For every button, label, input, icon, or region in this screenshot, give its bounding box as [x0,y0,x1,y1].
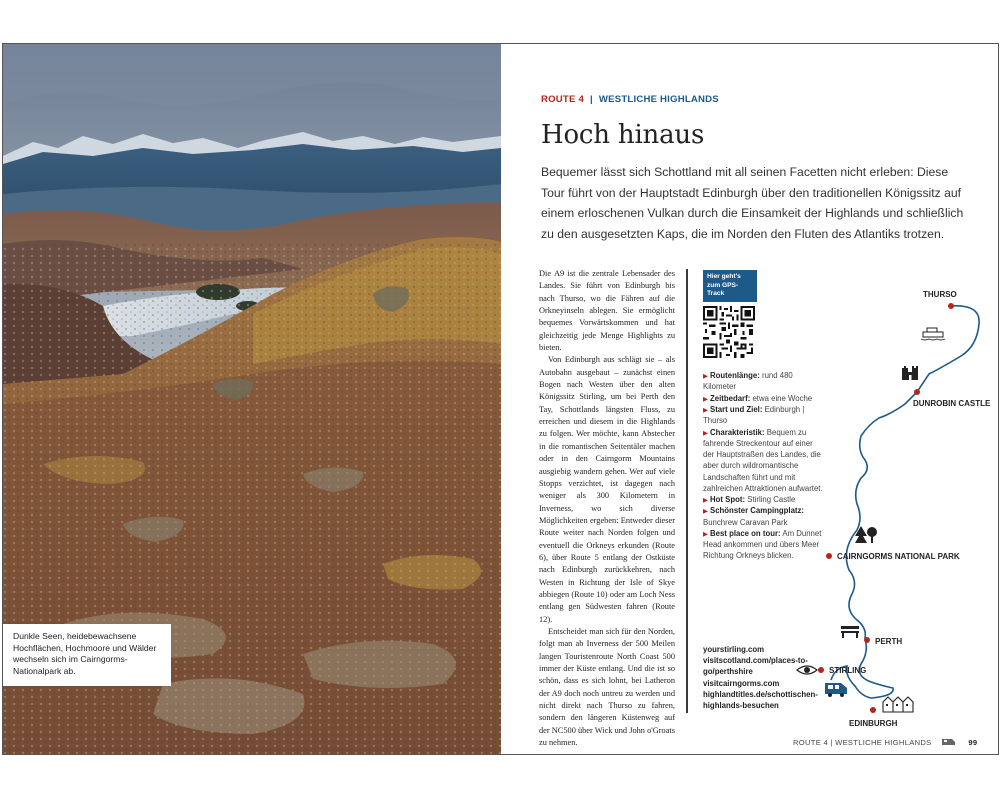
body-text [539,268,675,749]
ferry-icon [921,328,945,340]
gps-box[interactable] [703,270,757,363]
landscape-photo [3,44,501,754]
link-highlandtitles[interactable]: highlandtitles.de/schottischen-highlands-besuchen [703,689,818,711]
lead-paragraph: Bequemer lässt sich Schottland mit all seinen Facetten nicht erleben: Diese Tour führt von der Hauptstadt Edinburgh über den traditionellen Königssitz auf einem erloschenen Vulkan durch die Einsamkeit der Highlands und schließlich zu den ausgesetzten Kaps, die im Norden den Fluten des Atlantiks trotzen. [541,165,964,242]
townhouses-icon [883,697,913,712]
fact-item: ▶ Start und Ziel: Edinburgh | Thurso [703,404,805,426]
fact-item: ▶ Routenlänge: rund 480 Kilometer [703,371,793,392]
route-line [831,306,979,698]
route-kicker [541,94,719,105]
footer-section: ROUTE 4 | WESTLICHE HIGHLANDS [793,738,932,747]
map-label-thurso: THURSO [923,290,957,299]
triangle-bullet-icon: ▶ [703,395,708,403]
campervan-icon [825,683,847,697]
fact-item: ▶ Zeitbedarf: etwa eine Woche [703,393,813,403]
fact-item: ▶ Hot Spot: Stirling Castle [703,494,796,504]
triangle-bullet-icon: ▶ [703,429,708,437]
thurso-marker [948,303,954,309]
fact-item: ▶ Schönster Campingplatz: Bunchrew Caravan Park [703,506,805,527]
page-title: Hoch hinaus [541,120,705,150]
body-paragraph: Entscheidet man sich für den Norden, folgt man ab Inverness der 500 Meilen langen Touristenroute North Coast 500 immer der Küste entlang. Und die ist so schön, dass es sich lohnt, bei Latheron der A9 doch noch untreu zu werden und nicht direkt nach Thurso zu fahren, sondern den längeren Küstenweg auf der NC500 über Wick und John o'Groats zu nehmen. [539,626,675,748]
qr-code-icon[interactable] [703,306,755,358]
map-label-perth: PERTH [875,637,903,646]
triangle-bullet-icon: ▶ [703,508,708,516]
route-facts [703,370,823,562]
cairngorms-marker [826,553,832,559]
book-spread [2,43,999,755]
map-label-cairngorms: CAIRNGORMS NATIONAL PARK [837,552,960,561]
edinburgh-marker [870,707,876,713]
fact-item: ▶ Charakteristik: Bequem zu fahrende Streckentour auf einer der Hauptstraßen des Landes, die aber durch wildromantische Landschaften führt und mit zahlreichen Attraktionen aufwartet. [703,427,823,493]
article-page [501,44,998,754]
map-label-stirling: STIRLING [829,666,867,675]
stirling-marker [818,667,824,673]
body-paragraph: Von Edinburgh aus schlägt sie – als Autobahn ausgebaut – zunächst einen Bogen nach Westen über den alten Königssitz Stirling, um bei Perth den Tay, Schottlands längsten Fluss, zu erreichen und diesem in die Highlands zu folgen. Wer möchte, kann Abstecher in die romantischen Seitentäler machen oder in den Cairngorm Mountains ausgiebig wandern gehen. Wer auf viele Stopps verzichtet, ist dagegen nach weniger als 300 Kilometern in Inverness, wo sich diverse Möglichkeiten ergeben: Entweder dieser Route weiter nach Norden folgen und eventuell die Orkneys erkunden (Route 6), über Route 5 entlang der Ostküste nach Edinburgh zurückkehren, nach Westen in Richtung der Isle of Skye abbiegen (Route 10) oder am Loch Ness entlang gen Südwesten fahren (Route 12). [539,355,675,624]
page-number: 99 [968,738,978,747]
map-label-dunrobin: DUNROBIN CASTLE [913,399,991,408]
bench-icon [841,626,859,638]
triangle-bullet-icon: ▶ [703,406,708,414]
castle-icon [902,366,918,380]
footer-campervan-icon [942,738,956,748]
kicker-separator: | [589,94,593,105]
photo-caption: Dunkle Seen, heidebewachsene Hochflächen, Hochmoore und Wälder wechseln sich im Cairngorms-Nationalpark ab. [3,624,171,686]
page-footer [793,738,977,748]
dunrobin-castle-marker [914,389,920,395]
triangle-bullet-icon: ▶ [703,373,708,380]
body-paragraph: Die A9 ist die zentrale Lebensader des Landes. Sie führt von Edinburgh bis nach Thurso, wo die Fähren auf die Orkneyinseln ablegen. Sie ermöglicht bequemes Vorwärtskommen und hat gleichzeitig jede Menge Highlights zu bieten. [539,269,675,353]
gps-label: Hier geht's zum GPS-Track [703,270,757,302]
link-yourstirling[interactable]: yourstirling.com [703,645,765,654]
info-divider [686,269,688,713]
route-map [821,264,998,728]
link-visitcairngorms[interactable]: visitcairngorms.com [703,678,780,688]
link-visitscotland[interactable]: visitscotland.com/places-to-go/perthshire [703,656,808,677]
fact-item: ▶ Best place on tour: Am Dunnet Head ankommen und übers Meer Richtung Orkneys blicken. [703,528,822,561]
route-number: ROUTE 4 [541,94,584,105]
triangle-bullet-icon: ▶ [703,530,708,538]
map-label-edinburgh: EDINBURGH [849,719,898,728]
region-label: WESTLICHE HIGHLANDS [598,94,719,105]
triangle-bullet-icon: ▶ [703,496,708,504]
perth-marker [864,637,870,643]
